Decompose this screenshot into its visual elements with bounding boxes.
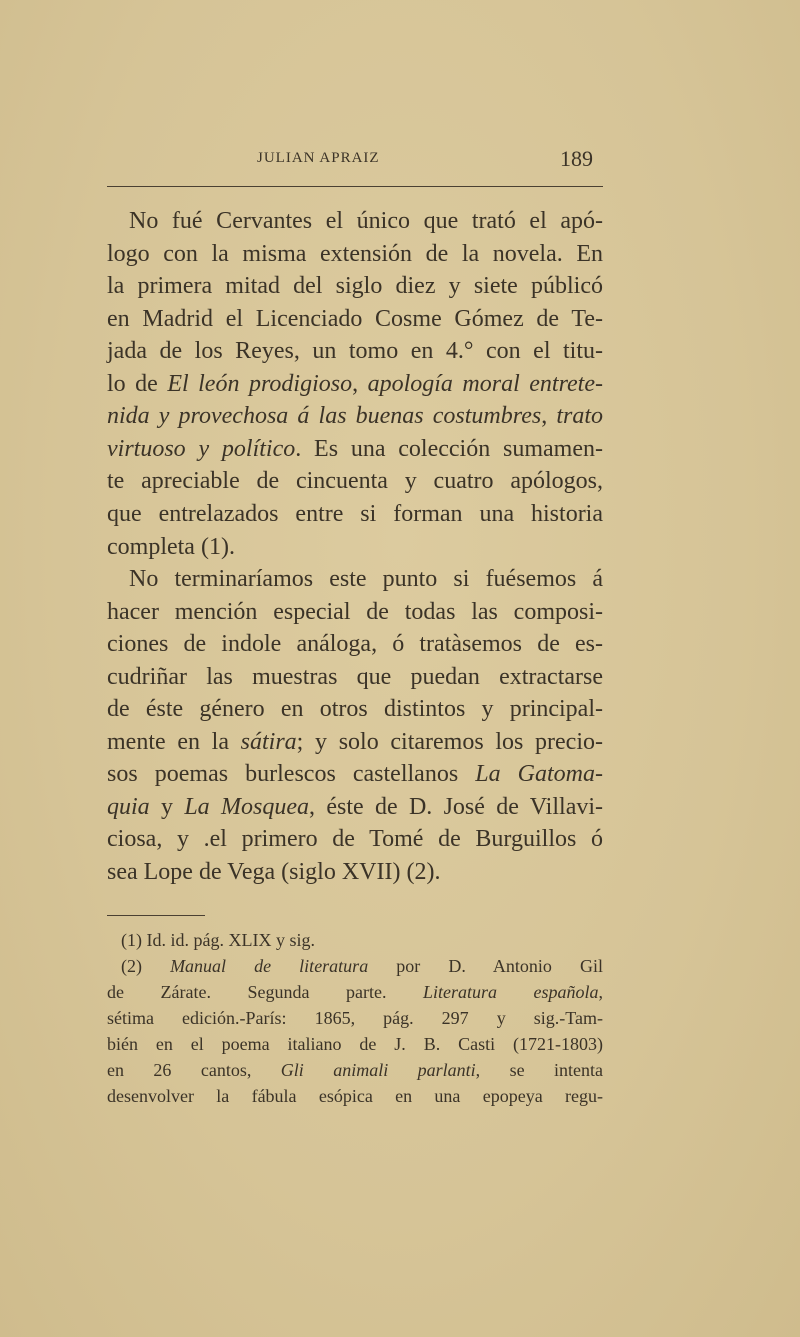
- italic-text: Literatura española: [422, 982, 599, 1002]
- body-line: [107, 238, 603, 270]
- header-rule: [107, 186, 603, 187]
- text-run: sea Lope de Vega (siglo XVII) (2).: [107, 859, 441, 885]
- text-run: mente en la: [107, 728, 241, 755]
- text-run: completa (1).: [107, 533, 235, 560]
- footnote-rule: [107, 915, 205, 916]
- text-run: ,: [541, 403, 557, 430]
- body-line: [107, 823, 603, 855]
- footnote-line: [107, 979, 603, 1005]
- text-run: (1) Id. id. pág. XLIX y sig.: [121, 930, 315, 950]
- text-run: bién en el poema italiano de J. B. Casti (1721-1803): [107, 1034, 603, 1054]
- body-line: [107, 335, 603, 367]
- text-run: ,: [352, 370, 368, 397]
- italic-text: El león prodigioso: [167, 370, 353, 397]
- footnote-line: [107, 1005, 603, 1031]
- text-run: de Zárate. Segunda parte.: [107, 982, 423, 1002]
- italic-text: apología moral entrete-: [367, 370, 603, 397]
- text-run: desenvolver la fábula esópica en una epopeya regu-: [107, 1086, 603, 1106]
- text-run: sos poemas burlescos castellanos: [107, 761, 476, 788]
- text-run: ; y solo citaremos los precio-: [296, 728, 603, 755]
- body-line: [107, 791, 603, 823]
- text-run: ciosa, y .el primero de Tomé de Burguillos ó: [107, 826, 603, 853]
- body-line: [107, 270, 603, 302]
- italic-text: sátira: [240, 728, 297, 755]
- body-line: [107, 498, 603, 530]
- italic-text: La Mosquea: [184, 793, 309, 820]
- text-run: No fué Cervantes el único que trató el apó-: [129, 208, 603, 234]
- body-line: [129, 563, 603, 595]
- body-line: [107, 596, 603, 628]
- text-run: sétima edición.-París: 1865, pág. 297 y sig.-Tam-: [107, 1008, 603, 1028]
- body-line: [107, 465, 603, 497]
- text-run: de éste género en otros distintos y principal-: [107, 696, 603, 723]
- text-run: (2): [121, 956, 171, 976]
- text-run: y: [149, 793, 185, 820]
- text-run: que entrelazados entre si forman una historia: [107, 500, 603, 527]
- text-run: hacer mención especial de todas las composi-: [107, 598, 603, 625]
- body-line: [107, 400, 603, 432]
- italic-text: Manual de literatura: [170, 956, 369, 976]
- text-run: No terminaríamos este punto si fuésemos á: [129, 566, 603, 593]
- text-run: ,: [598, 982, 603, 1002]
- text-run: logo con la misma extensión de la novela. En: [107, 240, 603, 267]
- body-line: [107, 303, 603, 335]
- italic-text: virtuoso y político: [107, 435, 296, 462]
- body-line: [107, 661, 603, 693]
- text-run: cudriñar las muestras que puedan extractarse: [107, 663, 603, 690]
- text-run: . Es una colección sumamen-: [295, 435, 603, 462]
- text-run: te apreciable de cincuenta y cuatro apólogos,: [107, 468, 603, 495]
- running-title: JULIAN APRAIZ: [257, 150, 380, 166]
- footnote-line: [107, 1083, 603, 1109]
- text-run: jada de los Reyes, un tomo en 4.° con el titu-: [107, 338, 603, 365]
- italic-text: La Gatoma-: [475, 761, 603, 788]
- text-run: por D. Antonio Gil: [368, 956, 603, 976]
- footnote-line: [121, 953, 603, 979]
- page-number: 189: [560, 146, 593, 171]
- body-line: [107, 433, 603, 465]
- body-line: [107, 758, 603, 790]
- footnote-line: [107, 1057, 603, 1083]
- text-run: en Madrid el Licenciado Cosme Gómez de Te-: [107, 305, 603, 332]
- body-line: [107, 856, 603, 888]
- italic-text: nida y provechosa á las buenas costumbres: [107, 403, 542, 430]
- body-line: [107, 628, 603, 660]
- italic-text: trato: [556, 403, 604, 430]
- text-run: lo de: [107, 370, 168, 397]
- text-run: ciones de indole análoga, ó tratàsemos de es-: [107, 631, 603, 658]
- body-line: [107, 693, 603, 725]
- italic-text: quia: [107, 793, 150, 820]
- body-line: [129, 205, 603, 237]
- footnote-line: [121, 927, 603, 953]
- text-run: , éste de D. José de Villavi-: [309, 793, 604, 820]
- italic-text: Gli animali parlanti: [280, 1060, 476, 1080]
- body-line: [107, 726, 603, 758]
- footnote-line: [107, 1031, 603, 1057]
- text-run: la primera mitad del siglo diez y siete públicó: [107, 273, 603, 300]
- text-run: en 26 cantos,: [107, 1060, 281, 1080]
- body-line: [107, 531, 603, 563]
- text-run: , se intenta: [475, 1060, 603, 1080]
- body-line: [107, 368, 603, 400]
